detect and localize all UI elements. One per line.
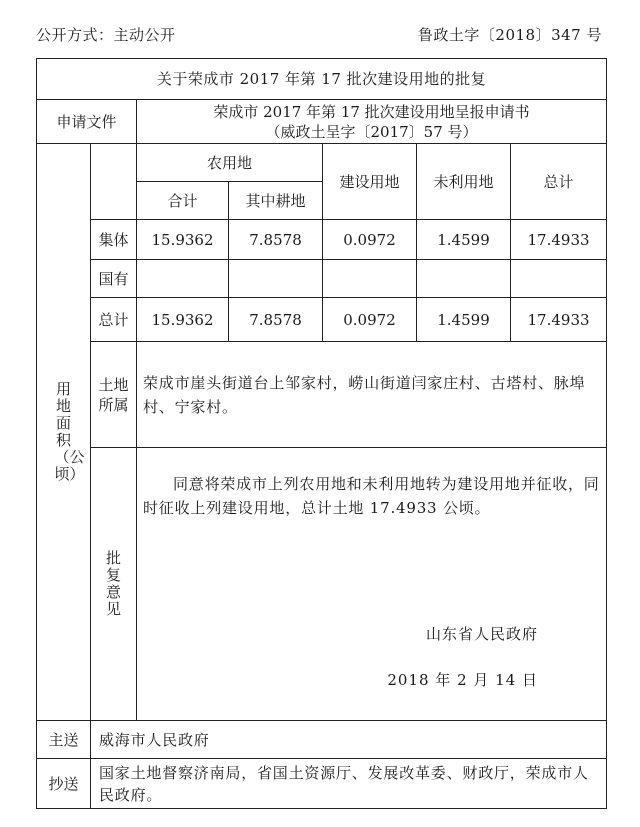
issuing-authority: 山东省人民政府	[426, 625, 539, 643]
row-label: 总计	[91, 298, 137, 342]
table-row	[37, 260, 607, 298]
cell-cultivated	[229, 260, 323, 298]
row-label: 集体	[91, 220, 137, 260]
opinion-text: 同意将荣成市上列农用地和未利用地转为建设用地并征收，同时征收上列建设用地，总计土地 17.4933 公顷。	[143, 475, 600, 517]
header-unused: 未利用地	[417, 144, 511, 220]
issue-date: 2018 年 2 月 14 日	[387, 671, 539, 689]
cell-subtotal: 15.9362	[137, 298, 229, 342]
land-owner-label: 土地 所属	[91, 342, 137, 448]
cc-row	[37, 759, 607, 809]
cell-subtotal: 15.9362	[137, 220, 229, 260]
land-owner-row	[37, 342, 607, 448]
cell-total: 17.4933	[511, 220, 607, 260]
approval-table	[36, 58, 607, 809]
disclosure-method: 公开方式：主动公开	[36, 26, 176, 44]
cell-construction: 0.0972	[323, 220, 417, 260]
header-cultivated: 其中耕地	[229, 182, 323, 220]
opinion-row	[37, 448, 607, 721]
land-owner-text: 荣成市崖头街道台上邹家村，崂山街道闫家庄村、古塔村、脉埠村、宁家村。	[137, 342, 607, 448]
cell-total	[511, 260, 607, 298]
table-row	[37, 298, 607, 342]
cell-cultivated: 7.8578	[229, 220, 323, 260]
table-row	[37, 220, 607, 260]
document-number: 鲁政土字〔2018〕347 号	[417, 26, 602, 44]
application-line-1: 荣成市 2017 年第 17 批次建设用地呈报申请书	[213, 102, 530, 121]
cell-total: 17.4933	[511, 298, 607, 342]
cell-unused: 1.4599	[417, 220, 511, 260]
header-total: 总计	[511, 144, 607, 220]
application-document	[137, 100, 607, 144]
cell-cultivated: 7.8578	[229, 298, 323, 342]
main-send-label: 主送	[37, 721, 91, 759]
cc-text: 国家土地督察济南局，省国土资源厅、发展改革委、财政厅，荣成市人民政府。	[91, 759, 607, 809]
header-farmland: 农用地	[137, 144, 323, 182]
cell-unused	[417, 260, 511, 298]
area-label: 用地面积（公顷）	[37, 144, 91, 721]
main-send-text: 威海市人民政府	[91, 721, 607, 759]
approval-title: 关于荣成市 2017 年第 17 批次建设用地的批复	[37, 59, 607, 100]
header-construction: 建设用地	[323, 144, 417, 220]
cc-label: 抄送	[37, 759, 91, 809]
cell-construction	[323, 260, 417, 298]
cell-construction: 0.0972	[323, 298, 417, 342]
title-row	[37, 59, 607, 100]
application-row	[37, 100, 607, 144]
main-send-row	[37, 721, 607, 759]
opinion-label: 批复意见	[91, 448, 137, 721]
application-label: 申请文件	[37, 100, 137, 144]
application-line-2: （威政土呈字〔2017〕57 号）	[265, 122, 478, 141]
header-blank	[91, 144, 137, 220]
cell-subtotal	[137, 260, 229, 298]
header-row-1	[37, 144, 607, 182]
opinion-cell	[137, 448, 607, 721]
row-label: 国有	[91, 260, 137, 298]
header-subtotal: 合计	[137, 182, 229, 220]
cell-unused: 1.4599	[417, 298, 511, 342]
